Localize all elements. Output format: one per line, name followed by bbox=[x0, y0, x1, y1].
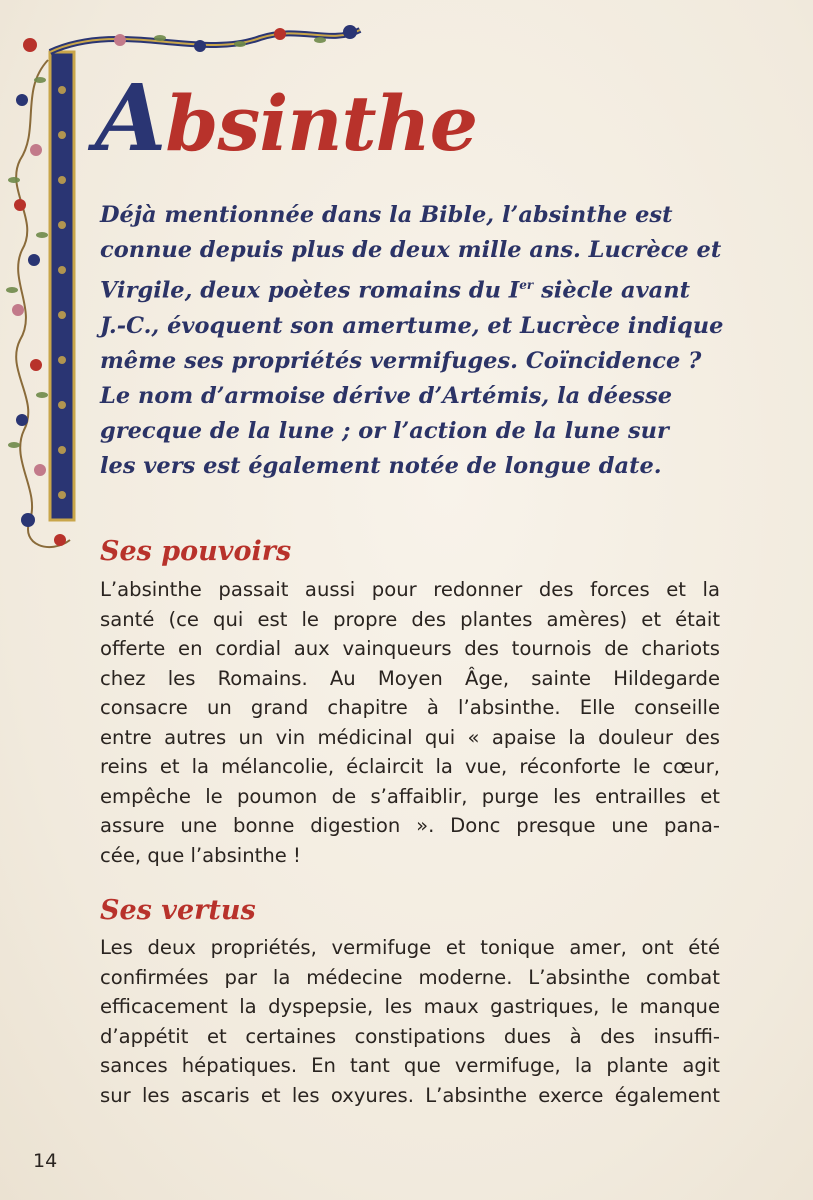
intro-line-3-start: Virgile, deux poètes romains du I bbox=[100, 277, 520, 304]
century-superscript: er bbox=[519, 278, 534, 292]
body-line: reins et la mélancolie, éclaircit la vue, réconforte le cœur, bbox=[100, 755, 720, 778]
title-rest: bsinthe bbox=[165, 79, 478, 168]
intro-line: même ses propriétés vermifuges. Coïncidence ? bbox=[100, 347, 702, 374]
body-line: confirmées par la médecine moderne. L’absinthe combat bbox=[100, 965, 720, 989]
intro-paragraph bbox=[100, 198, 724, 484]
body-line: consacre un grand chapitre à l’absinthe. Elle conseille bbox=[100, 696, 720, 719]
body-line: empêche le poumon de s’affaiblir, purge les entrailles et bbox=[100, 784, 720, 808]
body-line: sur les ascaris et les oxyures. L’absinthe exerce également bbox=[100, 1083, 720, 1107]
intro-line: grecque de la lune ; or l’action de la lune sur bbox=[100, 417, 669, 444]
body-line: chez les Romains. Au Moyen Âge, sainte Hildegarde bbox=[100, 666, 720, 690]
body-line: assure une bonne digestion ». Donc presque une pana- bbox=[100, 814, 720, 837]
page-title bbox=[95, 64, 478, 172]
body-line: efficacement la dyspepsie, les maux gastriques, le manque bbox=[100, 995, 720, 1018]
page-number: 14 bbox=[33, 1150, 58, 1172]
body-line: L’absinthe passait aussi pour redonner des forces et la bbox=[100, 578, 720, 601]
body-line: entre autres un vin médicinal qui « apaise la douleur des bbox=[100, 725, 720, 749]
section-body-vertus bbox=[100, 933, 720, 1110]
body-line: santé (ce qui est le propre des plantes amères) et était bbox=[100, 607, 720, 631]
intro-line: Le nom d’armoise dérive d’Artémis, la déesse bbox=[100, 382, 673, 409]
intro-line: les vers est également notée de longue date. bbox=[100, 452, 662, 479]
intro-line-3 bbox=[100, 268, 710, 309]
body-line: sances hépatiques. En tant que vermifuge, la plante agit bbox=[100, 1054, 720, 1077]
section-body-pouvoirs bbox=[100, 575, 720, 870]
section-title-vertus: Ses vertus bbox=[100, 895, 256, 926]
intro-line-3-end: siècle avant bbox=[533, 277, 691, 304]
title-initial: A bbox=[95, 64, 166, 172]
body-line: d’appétit et certaines constipations dues à des insuffi- bbox=[100, 1024, 720, 1048]
body-line: offerte en cordial aux vainqueurs des tournois de chariots bbox=[100, 637, 720, 660]
intro-line: Déjà mentionnée dans la Bible, l’absinthe est bbox=[100, 202, 673, 228]
intro-line: J.-C., évoquent son amertume, et Lucrèce indique bbox=[100, 312, 724, 339]
section-title-pouvoirs: Ses pouvoirs bbox=[100, 536, 292, 567]
body-line: Les deux propriétés, vermifuge et tonique amer, ont été bbox=[100, 936, 720, 959]
intro-line: connue depuis plus de deux mille ans. Lucrèce et bbox=[100, 237, 722, 263]
body-line: cée, que l’absinthe ! bbox=[100, 843, 301, 867]
